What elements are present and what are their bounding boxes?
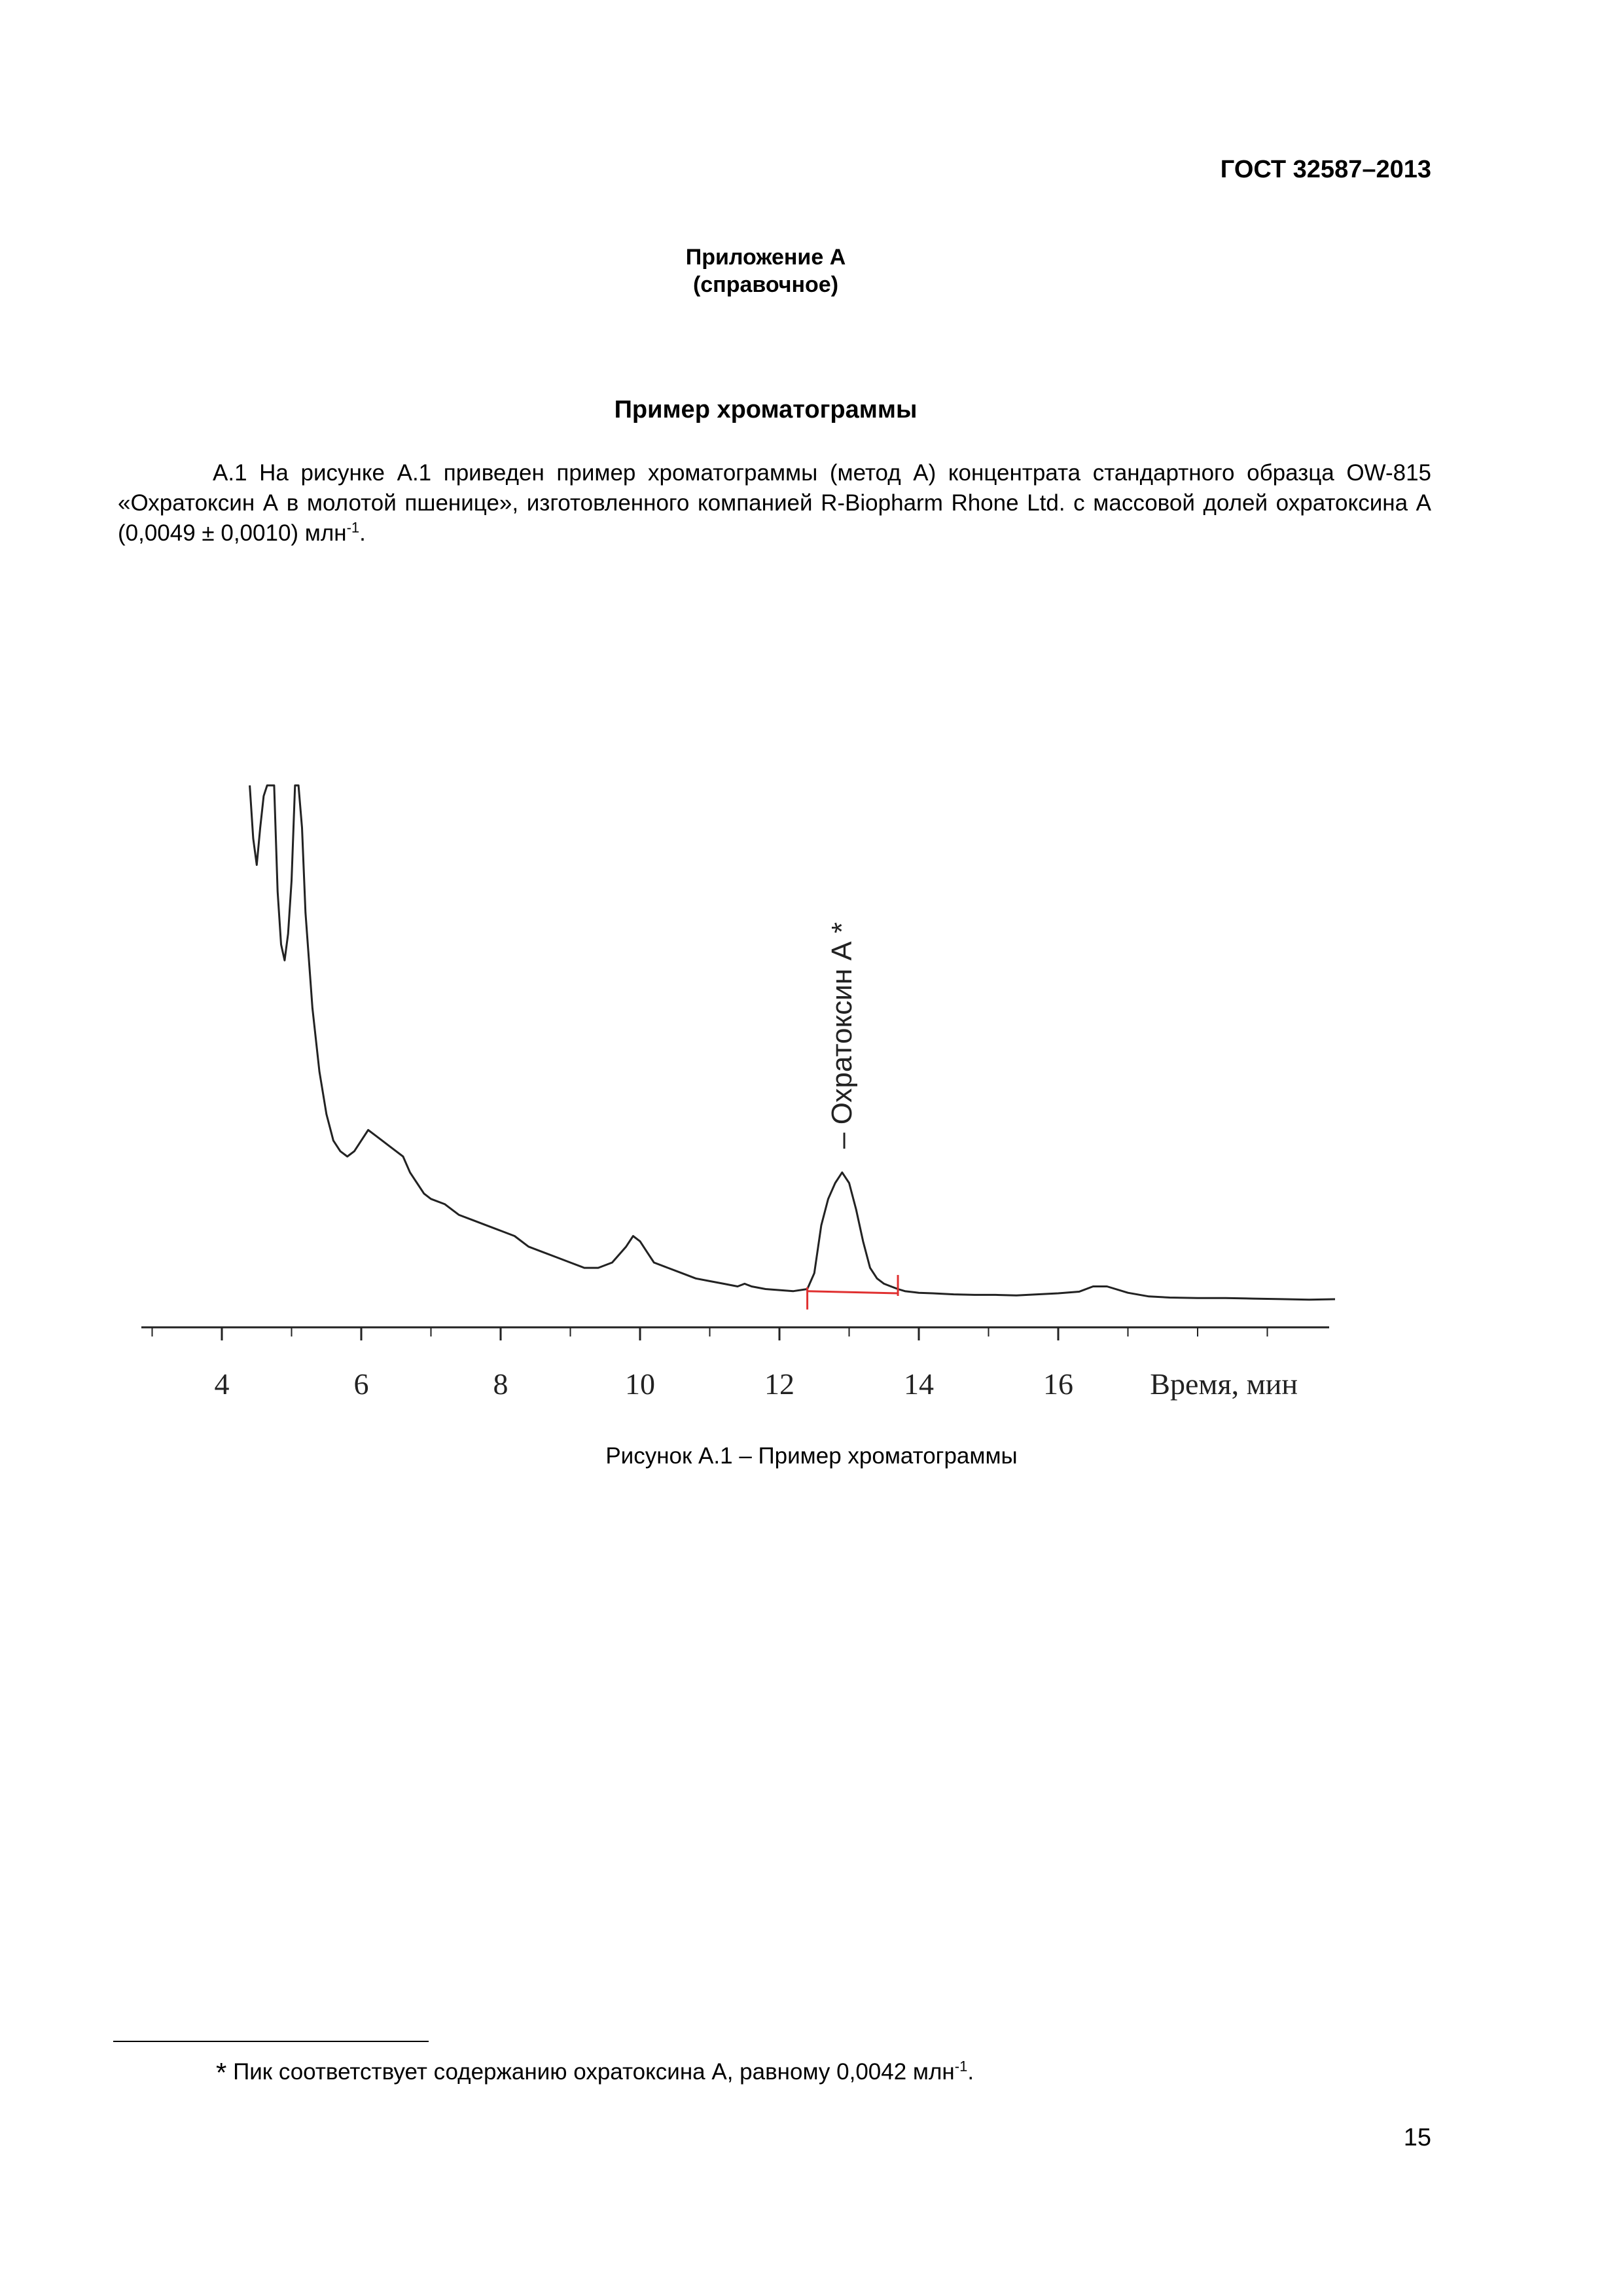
paragraph-superscript: -1 (346, 519, 360, 536)
footnote-ending: . (967, 2059, 974, 2085)
x-axis-label: Время, мин (1150, 1367, 1298, 1401)
x-tick-label: 8 (493, 1367, 508, 1401)
x-tick-label: 14 (904, 1367, 934, 1401)
ochratoxin-peak-label: – Охратоксин А * (825, 922, 858, 1149)
x-axis-tick-labels (215, 1367, 1074, 1401)
x-axis-major-ticks (222, 1327, 1058, 1340)
x-tick-label: 6 (353, 1367, 369, 1401)
x-tick-label: 10 (625, 1367, 655, 1401)
appendix-title: Приложение А (685, 245, 846, 270)
footnote-separator (113, 2041, 429, 2042)
intro-paragraph (118, 458, 1431, 548)
footnote-text: Пик соответствует содержанию охратоксина А, равному 0,0042 млн (226, 2059, 955, 2085)
baseline-markers (808, 1275, 898, 1310)
x-tick-label: 4 (214, 1367, 230, 1401)
paragraph-text: А.1 На рисунке А.1 приведен пример хроматограммы (метод А) концентрата стандартного образца OW-815 «Охратоксин А в молотой пшенице», изготовленного компанией R-Biopharm Rhone Ltd. с массовой долей охратоксина А (0,0049 ± 0,0010) млн (118, 460, 1431, 546)
x-tick-label: 12 (764, 1367, 794, 1401)
footnote-marker: * (216, 2057, 227, 2088)
appendix-heading (0, 243, 1531, 298)
figure-caption: Рисунок А.1 – Пример хроматограммы (605, 1443, 1018, 1469)
chromatogram-figure (0, 687, 1623, 1440)
page-number: 15 (1403, 2124, 1431, 2151)
section-title: Пример хроматограммы (614, 396, 918, 423)
appendix-note: (справочное) (692, 272, 839, 297)
chromatogram-chart (0, 687, 1623, 1440)
x-tick-label: 16 (1043, 1367, 1073, 1401)
standard-number: ГОСТ 32587–2013 (1220, 156, 1431, 183)
paragraph-ending: . (359, 520, 366, 546)
footnote-superscript: -1 (954, 2058, 968, 2075)
footnote (216, 2057, 974, 2089)
baseline-line (808, 1291, 898, 1293)
chromatogram-trace (250, 785, 1337, 1300)
x-axis-minor-ticks (152, 1327, 1268, 1336)
